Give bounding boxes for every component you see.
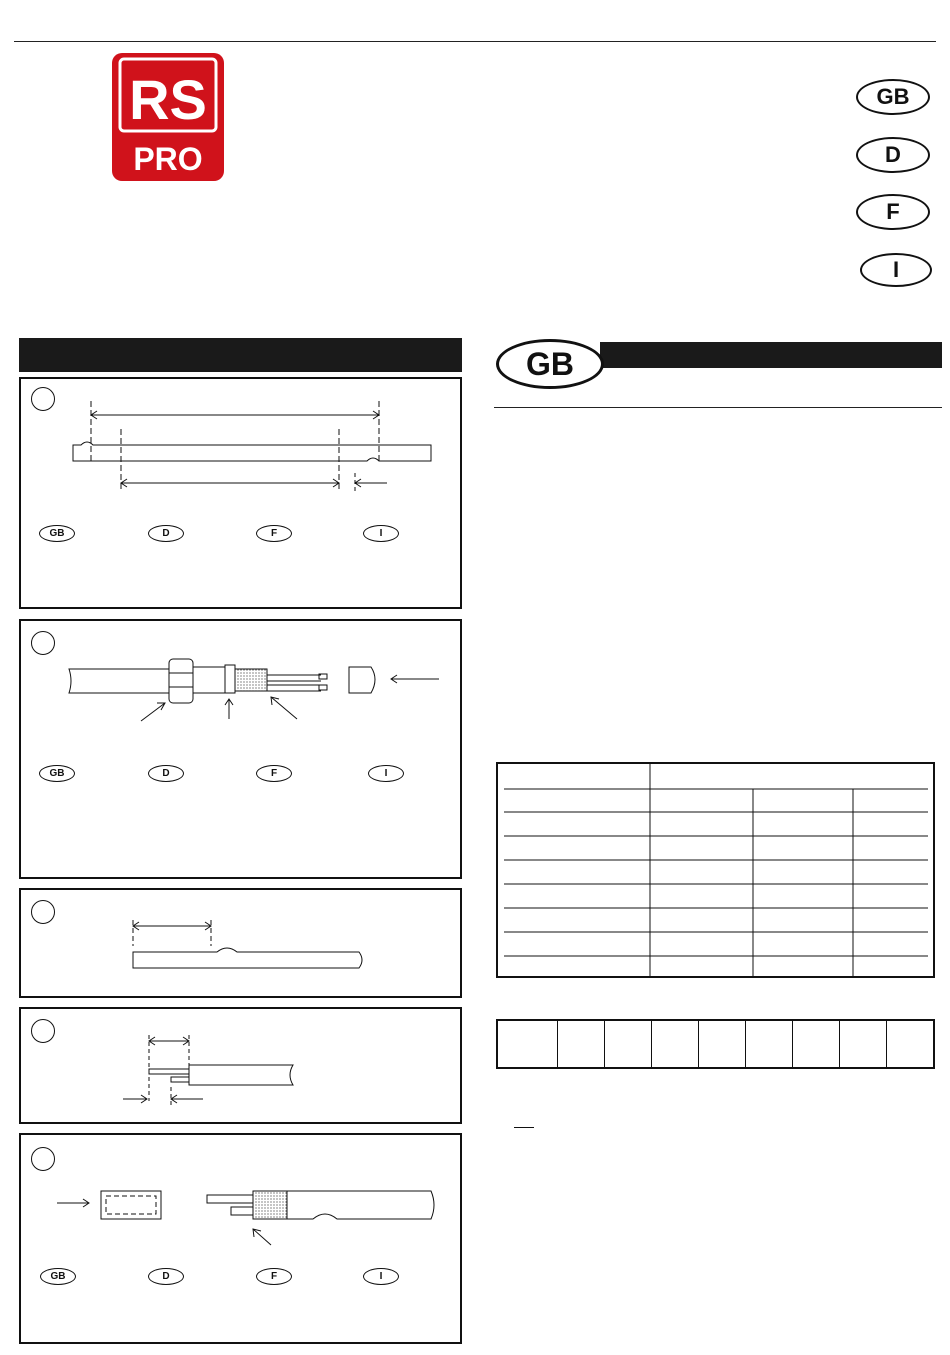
panel2-gb-badge: GB [39,765,75,782]
section-underline [494,407,942,408]
logo-rs-text: RS [129,68,207,131]
panel1-d-badge: D [148,525,184,542]
spec-table-grid [498,764,933,976]
rs-pro-logo [112,53,224,181]
lang-badge-label: GB [876,84,910,109]
strip-conductor-diagram [21,1009,464,1122]
panel5-d-badge: D [148,1268,184,1285]
lang-badge-gb[interactable] [856,79,930,115]
grid-cell [558,1021,605,1067]
panel1-f-badge: F [256,525,292,542]
step-panel-4 [19,1007,462,1124]
top-rule [14,41,936,42]
lang-badge-i[interactable] [860,253,932,287]
step-panel-1 [19,377,462,609]
right-header-bar [600,342,942,368]
grid-cell [652,1021,699,1067]
grid-cell [746,1021,793,1067]
panel5-f-badge: F [256,1268,292,1285]
panel5-i-badge: I [363,1268,399,1285]
grid-cell [605,1021,652,1067]
panel2-d-badge: D [148,765,184,782]
lang-badge-d[interactable] [856,137,930,173]
grid-cell [699,1021,746,1067]
logo-pro-text: PRO [133,141,203,177]
gland-assembly-diagram [21,621,464,751]
panel5-gb-badge: GB [40,1268,76,1285]
lang-badge-label: F [886,199,900,224]
step-panel-5 [19,1133,462,1344]
selection-grid [496,1019,935,1069]
panel2-f-badge: F [256,765,292,782]
grid-cell [498,1021,558,1067]
step-panel-2 [19,619,462,879]
section-gb-badge [496,339,604,389]
lang-badge-label: I [892,257,900,282]
sleeve-fit-diagram [21,1135,464,1255]
step-panel-3 [19,888,462,998]
footnote-mark [514,1127,534,1128]
grid-cell [887,1021,933,1067]
panel1-i-badge: I [363,525,399,542]
strip-sheath-diagram [21,890,464,996]
section-gb-label: GB [526,345,574,382]
spec-table [496,762,935,978]
lang-badge-f[interactable] [856,194,930,230]
grid-cell [840,1021,887,1067]
left-header-bar [19,338,462,372]
lang-badge-label: D [885,142,901,167]
panel1-gb-badge: GB [39,525,75,542]
grid-cell [793,1021,840,1067]
cable-length-diagram [21,379,464,519]
panel2-i-badge: I [368,765,404,782]
